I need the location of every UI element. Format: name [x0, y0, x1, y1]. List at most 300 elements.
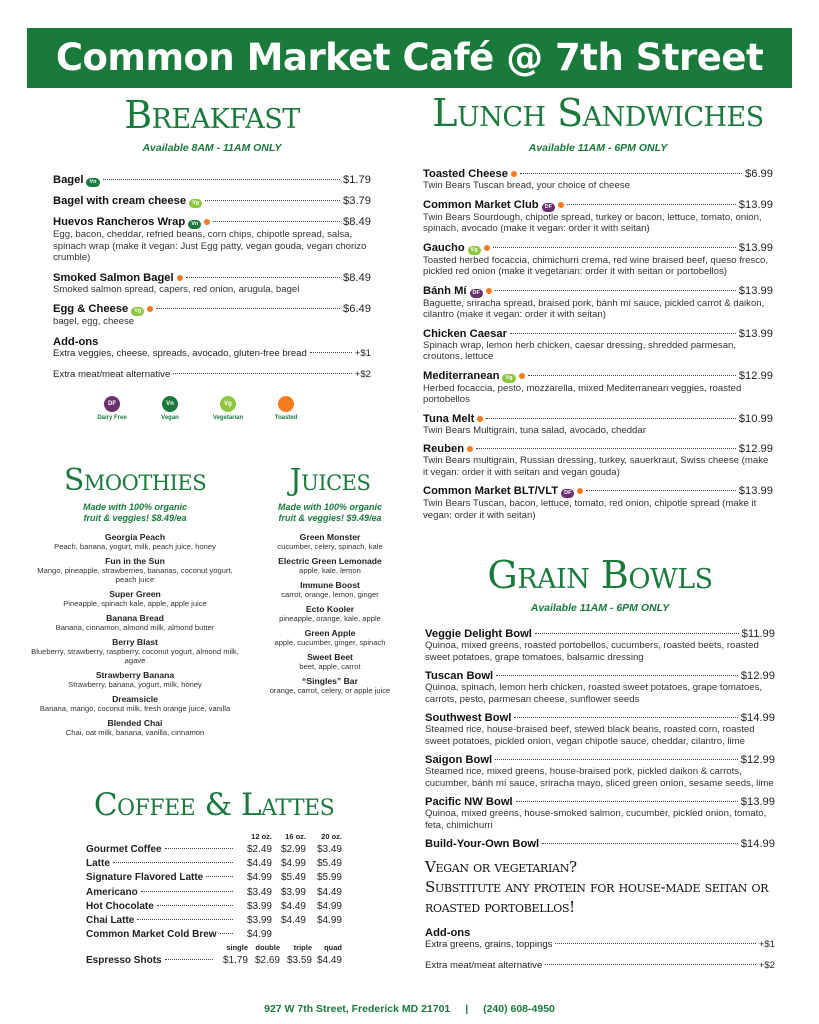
coffee-table — [86, 832, 342, 970]
menu-item-price: $8.49 — [343, 216, 371, 228]
smoothies-list — [28, 532, 242, 737]
menu-item — [425, 670, 775, 705]
legend-item — [199, 396, 257, 421]
drink-name: Electric Green Lemonade — [278, 556, 382, 566]
drink-name: Fun in the Sun — [105, 556, 165, 566]
drink-name: Strawberry Banana — [95, 670, 175, 680]
coffee-price: $4.99 — [316, 900, 342, 912]
drink-item — [258, 580, 402, 599]
menu-item-description: Twin Bears Multigrain, tuna salad, avocado, cheddar — [423, 424, 646, 436]
menu-item-description: Twin Bears multigrain, Russian dressing, turkey, sauerkraut, Swiss cheese (make it vegan: order it with seitan and vegan gouda) — [423, 455, 769, 478]
coffee-item-name: Signature Flavored Latte — [86, 872, 204, 884]
coffee-item-name: Hot Chocolate — [86, 900, 154, 912]
dietary-legend — [83, 396, 371, 421]
menu-item-name: Toasted Cheese — [423, 168, 508, 180]
menu-item — [425, 796, 775, 831]
drink-item — [28, 532, 242, 551]
menu-item-description: Steamed rice, mixed greens, house-braised pork, pickled daikon & carrots, cucumber, bánh mí sauce, sriracha mayo, sliced green onion, sesame seeds, lime — [425, 766, 774, 789]
menu-item-description: Twin Bears Sourdough, chipotle spread, turkey or bacon, lettuce, tomato, onion, spinach, avocado (make it vegan: order it with seitan) — [423, 211, 762, 234]
toasted-icon — [467, 446, 473, 452]
menu-item — [423, 242, 773, 278]
espresso-row — [86, 955, 342, 969]
addon-label: Extra meat/meat alternative — [53, 368, 171, 380]
addon-label: Extra meat/meat alternative — [425, 960, 543, 971]
size-header-row — [86, 943, 342, 955]
leader-dots — [586, 490, 735, 491]
smoothies-subtitle-1: Made with 100% organic — [82, 502, 188, 512]
legend-label: Toasted — [274, 414, 298, 421]
coffee-row — [86, 915, 342, 929]
menu-item-description: Toasted herbed focaccia, chimichurri crema, red wine braised beef, queso fresco, pickled red onion (make it vegetarian: order it with seitan or portobellos) — [423, 254, 769, 277]
menu-item-line — [425, 754, 775, 766]
drink-name: Banana Bread — [106, 613, 164, 623]
addon-row — [425, 960, 775, 971]
menu-item-price: $12.99 — [740, 754, 775, 766]
menu-item-price: $13.99 — [738, 485, 773, 497]
coffee-price: $2.99 — [280, 844, 306, 855]
drink-name: Super Green — [109, 589, 161, 599]
leader-dots — [173, 373, 351, 374]
drink-name: Blended Chai — [107, 718, 163, 728]
coffee-price: $4.49 — [280, 914, 306, 926]
drink-name: Immune Boost — [300, 580, 360, 590]
menu-item-line — [53, 272, 371, 284]
menu-item-line — [423, 168, 773, 180]
menu-item-name: Chicken Caesar — [423, 327, 507, 340]
menu-item-name: Pacific NW Bowl — [425, 796, 513, 808]
addon-price: +$2 — [758, 960, 775, 971]
menu-item-description: Baguette, sriracha spread, braised pork, bánh mí sauce, pickled carrot & daikon, cilantro (make it vegan: order it with seitan) — [423, 297, 765, 320]
menu-item-line — [425, 712, 775, 724]
menu-item-price: $3.79 — [343, 195, 371, 207]
menu-item — [425, 712, 775, 747]
drink-item — [258, 604, 402, 623]
vegan-badge: Vn — [86, 178, 99, 187]
menu-item-price: $6.99 — [745, 168, 773, 180]
menu-item-description: Spinach wrap, lemon herb chicken, caesar dressing, shredded parmesan, croutons, lettuce — [423, 339, 737, 362]
coffee-price: $4.49 — [280, 900, 306, 912]
menu-item-name: Egg & Cheese — [53, 303, 129, 315]
coffee-price: $4.49 — [316, 955, 342, 967]
menu-item-description: Quinoa, mixed greens, roasted portobellos, cucumbers, roasted beets, roasted sweet potatoes, grape tomatoes, balsamic dressing — [425, 640, 759, 663]
menu-item-price: $14.99 — [740, 838, 775, 850]
menu-item-line — [423, 328, 773, 340]
leader-dots — [496, 675, 738, 676]
menu-item-line — [423, 370, 773, 383]
leader-dots — [205, 200, 340, 201]
bowls-section — [425, 553, 775, 971]
dairy-free-badge: DF — [470, 289, 483, 298]
leader-dots — [137, 919, 233, 920]
menu-item-line — [423, 285, 773, 298]
leader-dots — [220, 933, 233, 934]
menu-item-price: $1.79 — [343, 174, 371, 186]
drink-item — [258, 532, 402, 551]
menu-item — [53, 303, 371, 328]
menu-item — [53, 216, 371, 264]
menu-item-name: Gaucho — [423, 241, 465, 254]
addon-price: +$2 — [354, 368, 371, 380]
menu-item-name: Tuscan Bowl — [425, 670, 494, 682]
menu-item-price: $10.99 — [738, 412, 773, 425]
menu-item-name: Huevos Rancheros Wrap — [53, 216, 186, 228]
drink-description: Chai, oat milk, banana, vanilla, cinnamon — [65, 728, 205, 737]
menu-item-line — [425, 796, 775, 808]
drink-item — [28, 670, 242, 689]
drink-description: Mango, pineapple, strawberries, bananas, coconut yogurt, peach juice — [37, 566, 233, 584]
coffee-item-name: Americano — [86, 886, 138, 898]
menu-item — [423, 285, 773, 321]
coffee-price: $4.99 — [246, 929, 272, 941]
coffee-item-name: Chai Latte — [86, 914, 135, 926]
drink-name: Green Apple — [304, 628, 356, 638]
footer-separator: | — [465, 1003, 469, 1015]
drink-description: carrot, orange, lemon, ginger — [281, 590, 379, 599]
menu-item-description: Twin Bears Tuscan bread, your choice of cheese — [423, 180, 630, 191]
lunch-availability: Available 11AM - 6PM ONLY — [528, 142, 668, 154]
menu-item-line — [53, 174, 371, 187]
leader-dots — [206, 876, 233, 877]
menu-item-price: $13.99 — [740, 796, 775, 808]
toasted-icon — [278, 396, 294, 412]
breakfast-availability: Available 8AM - 11AM ONLY — [142, 142, 282, 154]
coffee-row — [86, 929, 342, 943]
veg-note-text: Substitute any protein for house-made seitan or roasted portobellos! — [425, 878, 769, 916]
menu-item-line — [425, 838, 775, 850]
leader-dots — [113, 862, 233, 863]
drink-item — [258, 652, 402, 671]
leader-dots — [476, 448, 736, 449]
veg-note — [425, 857, 775, 917]
veg-note-question: Vegan or vegetarian? — [425, 858, 577, 876]
menu-item — [425, 838, 775, 850]
leader-dots — [156, 308, 340, 309]
menu-item-line — [53, 195, 371, 208]
menu-item-price: $13.99 — [738, 241, 773, 254]
coffee-section — [86, 787, 342, 970]
juices-subtitle-1: Made with 100% organic — [277, 502, 383, 512]
drink-description: Strawberry, banana, yogurt, milk, honey — [68, 680, 202, 689]
bowls-items — [425, 628, 775, 850]
legend-label: Vegetarian — [212, 414, 244, 421]
footer-contact — [0, 1003, 819, 1015]
coffee-price: $4.99 — [246, 872, 272, 884]
coffee-title: Coffee & Lattes — [93, 787, 335, 823]
coffee-price: $3.49 — [246, 886, 272, 898]
toasted-icon — [519, 373, 525, 379]
toasted-icon — [577, 488, 583, 494]
menu-item-name: Bagel — [53, 174, 84, 186]
toasted-icon — [558, 202, 564, 208]
menu-item — [425, 628, 775, 663]
addon-row — [53, 369, 371, 380]
drink-item — [28, 613, 242, 632]
lunch-items — [423, 168, 773, 521]
drink-description: apple, cucumber, ginger, spinach — [274, 638, 386, 647]
legend-label: Vegan — [161, 414, 179, 421]
menu-item-description: bagel, egg, cheese — [53, 316, 135, 327]
menu-item-price: $6.49 — [343, 303, 371, 315]
drink-item — [258, 676, 402, 695]
drink-description: cucumber, celery, spinach, kale — [277, 542, 383, 551]
legend-item — [83, 396, 141, 421]
coffee-item-name: Latte — [86, 858, 110, 870]
coffee-price: $3.99 — [246, 914, 272, 926]
menu-item-description: Herbed focaccia, pesto, mozzarella, mixed Mediterranean veggies, roasted portobellos — [423, 382, 742, 405]
menu-item-price: $12.99 — [740, 670, 775, 682]
drink-description: Pineapple, spinach kale, apple, apple juice — [63, 599, 207, 608]
leader-dots — [141, 891, 233, 892]
leader-dots — [157, 905, 233, 906]
menu-item-description: Twin Bears Tuscan, bacon, lettuce, tomato, red onion, chipotle spread (make it vegan: order it with seitan) — [423, 498, 757, 521]
breakfast-title: Breakfast — [124, 93, 300, 137]
leader-dots — [213, 221, 340, 222]
leader-dots — [514, 717, 737, 718]
addon-label: Extra greens, grains, toppings — [425, 939, 553, 950]
vegetarian-badge: Vg — [189, 199, 202, 208]
leader-dots — [535, 633, 739, 634]
footer-address: 927 W 7th Street, Frederick MD 21701 — [264, 1003, 451, 1015]
drink-item — [258, 556, 402, 575]
dairy-free-badge: DF — [561, 489, 574, 498]
menu-item-name: Mediterranean — [423, 369, 500, 382]
addons-title: Add-ons — [425, 927, 471, 939]
menu-item-name: Veggie Delight Bowl — [425, 628, 532, 640]
drink-item — [28, 556, 242, 584]
drink-description: Banana, cinnamon, almond milk, almond butter — [55, 623, 215, 632]
drink-name: Green Monster — [299, 532, 361, 542]
coffee-price: $3.59 — [286, 955, 312, 967]
addon-row — [53, 348, 371, 359]
legend-badge: DF — [104, 396, 120, 412]
menu-item-description: Quinoa, mixed greens, house-smoked salmon, cucumber, pickled onion, tomato, feta, chimichurri — [425, 808, 767, 831]
drink-description: beet, apple, carrot — [299, 662, 361, 671]
legend-item — [141, 396, 199, 421]
coffee-item-name: Gourmet Coffee — [86, 844, 162, 855]
juices-list — [258, 532, 402, 695]
juices-subtitle-2: fruit & veggies! $9.49/ea — [278, 513, 382, 523]
drink-description: Blueberry, strawberry, raspberry, coconut yogurt, almond milk, agave — [31, 647, 239, 665]
leader-dots — [165, 848, 233, 849]
menu-item-line — [425, 628, 775, 640]
addon-price: +$1 — [354, 347, 371, 359]
breakfast-addons — [53, 336, 371, 380]
smoothies-title: Smoothies — [63, 463, 207, 498]
size-label: 20 oz. — [321, 832, 342, 841]
page-title: Common Market Café @ 7th Street — [27, 28, 792, 88]
menu-item-price: $14.99 — [740, 712, 775, 724]
leader-dots — [555, 943, 755, 944]
size-label: 12 oz. — [251, 832, 272, 841]
toasted-icon — [486, 288, 492, 294]
coffee-price: $3.99 — [280, 886, 306, 898]
drink-name: Berry Blast — [112, 637, 158, 647]
coffee-item-name: Common Market Cold Brew — [86, 929, 217, 941]
menu-item-line — [423, 242, 773, 255]
leader-dots — [186, 277, 340, 278]
menu-item — [53, 195, 371, 208]
leader-dots — [510, 333, 736, 334]
drink-name: Dreamsicle — [112, 694, 158, 704]
menu-item-name: Saigon Bowl — [425, 754, 493, 766]
addon-price: +$1 — [758, 939, 775, 950]
bowls-title: Grain Bowls — [487, 553, 713, 597]
menu-item-name: Bánh Mí — [423, 284, 467, 297]
legend-badge: Vg — [220, 396, 236, 412]
menu-item — [53, 272, 371, 296]
menu-item-price: $12.99 — [738, 369, 773, 382]
juices-title: Juices — [289, 463, 371, 498]
menu-item-line — [423, 443, 773, 455]
lunch-title: Lunch Sandwiches — [432, 91, 764, 135]
coffee-price: $5.49 — [316, 858, 342, 870]
drink-name: “Singles” Bar — [302, 676, 358, 686]
drink-name: Ecto Kooler — [305, 604, 355, 614]
menu-item — [423, 485, 773, 521]
menu-item — [423, 199, 773, 235]
drink-item — [28, 589, 242, 608]
leader-dots — [520, 173, 742, 174]
leader-dots — [165, 959, 213, 960]
leader-dots — [516, 801, 738, 802]
leader-dots — [493, 247, 736, 248]
leader-dots — [495, 290, 736, 291]
menu-item-name: Southwest Bowl — [425, 712, 512, 724]
leader-dots — [103, 179, 341, 180]
menu-item-description: Quinoa, spinach, lemon herb chicken, roasted sweet potatoes, grape tomatoes, carrots, pesto, parmesan cheese, sunflower seeds — [425, 682, 763, 705]
juices-subtitle — [258, 502, 402, 524]
coffee-price: $2.69 — [254, 955, 280, 967]
menu-item-line — [53, 216, 371, 229]
menu-item — [423, 168, 773, 192]
size-label: double — [255, 943, 280, 953]
menu-item-line — [425, 670, 775, 682]
drink-description: Peach, banana, yogurt, milk, peach juice, honey — [54, 542, 216, 551]
menu-item — [423, 413, 773, 437]
leader-dots — [545, 964, 755, 965]
addon-row — [425, 939, 775, 950]
drink-item — [28, 637, 242, 665]
legend-badge: Vn — [162, 396, 178, 412]
drink-item — [258, 628, 402, 647]
smoothies-subtitle-2: fruit & veggies! $8.49/ea — [83, 513, 187, 523]
size-label: 16 oz. — [285, 832, 306, 841]
bowls-addons — [425, 927, 775, 971]
breakfast-items — [53, 174, 371, 328]
coffee-row — [86, 858, 342, 872]
menu-item-name: Tuna Melt — [423, 412, 475, 425]
menu-item-price: $13.99 — [738, 327, 773, 340]
menu-item — [423, 443, 773, 478]
vegan-badge: Vn — [188, 220, 201, 229]
leader-dots — [310, 352, 352, 353]
menu-item-name: Reuben — [423, 443, 465, 455]
size-label: single — [226, 943, 248, 953]
menu-item — [423, 370, 773, 406]
toasted-icon — [177, 275, 183, 281]
menu-item — [423, 328, 773, 363]
coffee-item-name: Espresso Shots — [86, 955, 162, 967]
drink-item — [28, 718, 242, 737]
dairy-free-badge: DF — [542, 203, 555, 212]
drink-item — [28, 694, 242, 713]
menu-item-line — [423, 413, 773, 425]
addons-title: Add-ons — [53, 335, 99, 348]
leader-dots — [567, 204, 736, 205]
menu-item — [425, 754, 775, 789]
menu-item-line — [423, 199, 773, 212]
size-label: quad — [324, 943, 342, 953]
menu-item-price: $13.99 — [738, 198, 773, 211]
footer-phone[interactable]: (240) 608-4950 — [483, 1003, 555, 1015]
smoothies-section — [28, 463, 242, 742]
toasted-icon — [204, 219, 210, 225]
menu-item-name: Build-Your-Own Bowl — [425, 838, 540, 850]
legend-label: Dairy Free — [97, 414, 127, 421]
coffee-price: $4.99 — [280, 858, 306, 870]
legend-item — [257, 396, 315, 421]
coffee-price: $4.49 — [246, 858, 272, 870]
coffee-price: $5.49 — [280, 872, 306, 884]
drink-description: pineapple, orange, kale, apple — [279, 614, 381, 623]
menu-item-name: Common Market BLT/VLT — [423, 485, 559, 497]
menu-item-price: $13.99 — [738, 284, 773, 297]
coffee-row — [86, 901, 342, 915]
menu-item-price: $11.99 — [741, 628, 775, 640]
coffee-row — [86, 844, 342, 858]
coffee-price: $5.99 — [316, 872, 342, 884]
menu-item-line — [423, 485, 773, 498]
breakfast-section — [53, 93, 371, 421]
menu-item-price: $12.99 — [738, 443, 773, 455]
menu-item-description: Steamed rice, house-braised beef, stewed black beans, roasted corn, roasted sweet potatoes, pickled onion, vegan chipotle sauce, cheddar, cilantro, lime — [425, 724, 755, 747]
coffee-price: $4.49 — [316, 886, 342, 898]
drink-description: orange, carrot, celery, or apple juice — [269, 686, 391, 695]
drink-name: Sweet Beet — [307, 652, 353, 662]
coffee-price: $1.79 — [222, 955, 248, 967]
menu-item-description: Smoked salmon spread, capers, red onion, arugula, bagel — [53, 283, 300, 295]
leader-dots — [495, 759, 738, 760]
toasted-icon — [511, 171, 517, 177]
drink-name: Georgia Peach — [104, 532, 166, 542]
juices-section — [258, 463, 402, 700]
menu-item-description: Egg, bacon, cheddar, refried beans, corn chips, chipotle spread, salsa, spinach wrap (make it vegan: Just Egg patty, vegan gouda, vegan chorizo crumble) — [53, 229, 367, 263]
coffee-row — [86, 887, 342, 901]
bowls-availability: Available 11AM - 6PM ONLY — [530, 602, 670, 614]
toasted-icon — [147, 306, 153, 312]
size-label: triple — [293, 943, 312, 953]
menu-item-price: $8.49 — [343, 271, 371, 284]
lunch-section — [423, 91, 773, 528]
coffee-row — [86, 872, 342, 886]
coffee-price: $3.49 — [316, 844, 342, 855]
menu-item — [53, 174, 371, 187]
coffee-price: $3.99 — [246, 900, 272, 912]
vegetarian-badge: Vg — [502, 374, 515, 383]
menu-item-name: Smoked Salmon Bagel — [53, 271, 174, 284]
menu-item-name: Common Market Club — [423, 198, 539, 211]
coffee-price: $4.99 — [316, 914, 342, 926]
smoothies-subtitle — [28, 502, 242, 524]
addon-label: Extra veggies, cheese, spreads, avocado, gluten-free bread — [53, 347, 307, 359]
drink-description: apple, kale, lemon — [299, 566, 361, 575]
leader-dots — [486, 418, 735, 419]
drink-description: Banana, mango, coconut milk, fresh orange juice, vanilla — [39, 704, 231, 713]
leader-dots — [542, 843, 738, 844]
coffee-price: $2.49 — [246, 844, 272, 855]
vegetarian-badge: Vg — [468, 246, 481, 255]
size-header-row — [86, 832, 342, 844]
